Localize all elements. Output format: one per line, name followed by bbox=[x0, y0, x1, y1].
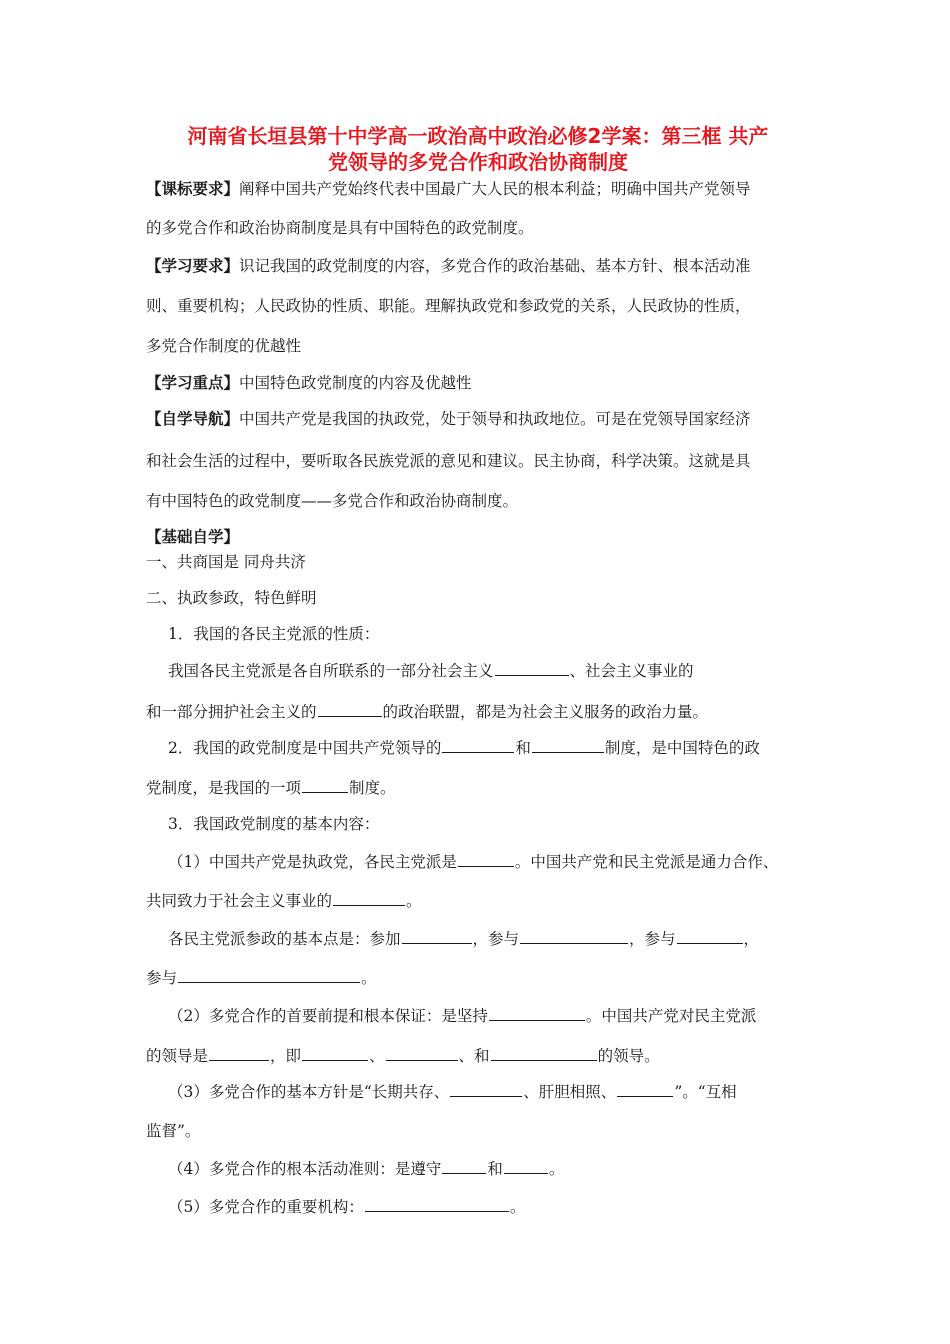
text-segment: 、和 bbox=[458, 1047, 490, 1065]
fill-blank[interactable] bbox=[677, 928, 743, 944]
document-title-line-1: 河南省长垣县第十中学高一政治高中政治必修2学案：第三框 共产 bbox=[187, 124, 769, 148]
daohang-text-2: 和社会生活的过程中，要听取各民族党派的意见和建议。民主协商，科学决策。这就是具 bbox=[146, 452, 751, 470]
text-segment: ， bbox=[743, 930, 760, 948]
fill-blank[interactable] bbox=[491, 1045, 597, 1061]
fill-blank[interactable] bbox=[450, 1081, 522, 1097]
question-2-line-a bbox=[168, 737, 760, 758]
fill-blank[interactable] bbox=[302, 777, 348, 793]
fill-blank[interactable] bbox=[209, 1045, 269, 1061]
text-segment: ”。“互相 bbox=[674, 1083, 737, 1101]
text-segment: 参与 bbox=[146, 969, 178, 987]
zhongdian-paragraph bbox=[146, 373, 472, 393]
section-1-heading: 一、共商国是 同舟共济 bbox=[146, 553, 306, 571]
daohang-paragraph bbox=[146, 409, 751, 429]
point-3-line-a bbox=[168, 1081, 737, 1102]
fill-blank[interactable] bbox=[495, 660, 569, 676]
document-title-line-2: 党领导的多党合作和政治协商制度 bbox=[328, 150, 628, 174]
question-2-line-b bbox=[146, 777, 396, 798]
daohang-text-1: 中国共产党是我国的执政党，处于领导和执政地位。可是在党领导国家经济 bbox=[239, 410, 751, 428]
point-1-line-d bbox=[146, 967, 377, 988]
xuexi-paragraph bbox=[146, 256, 751, 276]
fill-blank[interactable] bbox=[520, 928, 628, 944]
text-segment: 。 bbox=[548, 1160, 565, 1178]
text-segment: 各民主党派参政的基本点是：参加 bbox=[168, 930, 401, 948]
text-segment: 和 bbox=[487, 1160, 503, 1178]
text-segment: 党制度，是我国的一项 bbox=[146, 779, 302, 797]
text-segment: ，参与 bbox=[472, 930, 520, 948]
text-segment: 的领导。 bbox=[597, 1047, 660, 1065]
text-segment: 。 bbox=[361, 969, 377, 987]
text-segment: 的政治联盟，都是为社会主义服务的政治力量。 bbox=[382, 703, 709, 721]
text-segment: 。 bbox=[406, 892, 422, 910]
text-segment: 。中国共产党和民主党派是通力合作、 bbox=[514, 853, 779, 871]
fill-blank[interactable] bbox=[318, 701, 382, 717]
fill-blank[interactable] bbox=[458, 851, 514, 867]
fill-blank[interactable] bbox=[302, 1045, 368, 1061]
kebiao-paragraph bbox=[146, 179, 751, 199]
text-segment: 和一部分拥护社会主义的 bbox=[146, 703, 317, 721]
text-segment: 、 bbox=[369, 1047, 385, 1065]
text-segment: 制度。 bbox=[349, 779, 396, 797]
xuexi-text-3: 多党合作制度的优越性 bbox=[146, 337, 302, 355]
zhongdian-label: 【学习重点】 bbox=[146, 374, 240, 392]
point-4-line bbox=[168, 1158, 564, 1179]
section-2-heading: 二、执政参政，特色鲜明 bbox=[146, 589, 317, 607]
text-segment: 、社会主义事业的 bbox=[569, 662, 694, 680]
fill-blank[interactable] bbox=[532, 737, 604, 753]
text-segment: 制度，是中国特色的政 bbox=[604, 739, 760, 757]
text-segment: （2）多党合作的首要前提和根本保证：是坚持 bbox=[168, 1007, 488, 1025]
point-2-line-b bbox=[146, 1045, 660, 1066]
kebiao-label: 【课标要求】 bbox=[146, 180, 240, 198]
point-1-line-a bbox=[168, 851, 778, 872]
xuexi-text-1: 识记我国的政党制度的内容，多党合作的政治基础、基本方针、根本活动准 bbox=[239, 257, 751, 275]
zhongdian-text: 中国特色政党制度的内容及优越性 bbox=[239, 374, 472, 392]
fill-blank[interactable] bbox=[442, 1158, 486, 1174]
daohang-text-3: 有中国特色的政党制度——多党合作和政治协商制度。 bbox=[146, 492, 519, 510]
point-2-line-a bbox=[168, 1005, 756, 1026]
jichu-label: 【基础自学】 bbox=[146, 528, 240, 546]
text-segment: 。 bbox=[509, 1198, 526, 1216]
point-1-line-c bbox=[168, 928, 759, 949]
text-segment: 和 bbox=[515, 739, 531, 757]
fill-blank[interactable] bbox=[178, 967, 360, 983]
xuexi-text-2: 则、重要机构；人民政协的性质、职能。理解执政党和参政党的关系，人民政协的性质， bbox=[146, 297, 751, 315]
fill-blank[interactable] bbox=[386, 1045, 458, 1061]
text-segment: ，参与 bbox=[629, 930, 676, 948]
text-segment: （4）多党合作的根本活动准则：是遵守 bbox=[168, 1160, 442, 1178]
text-segment: 共同致力于社会主义事业的 bbox=[146, 892, 333, 910]
kebiao-text-1: 阐释中国共产党始终代表中国最广大人民的根本利益；明确中国共产党领导 bbox=[239, 180, 751, 198]
point-5-line bbox=[168, 1196, 525, 1217]
fill-blank[interactable] bbox=[504, 1158, 548, 1174]
text-segment: （5）多党合作的重要机构： bbox=[168, 1198, 364, 1216]
question-1-line-a bbox=[168, 660, 694, 681]
fill-blank[interactable] bbox=[489, 1005, 585, 1021]
question-3: 3．我国政党制度的基本内容： bbox=[168, 815, 380, 833]
fill-blank[interactable] bbox=[617, 1081, 673, 1097]
text-segment: 的领导是 bbox=[146, 1047, 209, 1065]
fill-blank[interactable] bbox=[402, 928, 472, 944]
text-segment: ，即 bbox=[270, 1047, 302, 1065]
xuexi-label: 【学习要求】 bbox=[146, 257, 240, 275]
point-1-line-b bbox=[146, 890, 422, 911]
text-segment: 我国各民主党派是各自所联系的一部分社会主义 bbox=[168, 662, 494, 680]
text-segment: 、肝胆相照、 bbox=[523, 1083, 617, 1101]
text-segment: 2．我国的政党制度是中国共产党领导的 bbox=[168, 739, 442, 757]
question-1-line-b bbox=[146, 701, 708, 722]
text-segment: （1）中国共产党是执政党，各民主党派是 bbox=[168, 853, 457, 871]
text-segment: 。中国共产党对民主党派 bbox=[585, 1007, 757, 1025]
kebiao-text-2: 的多党合作和政治协商制度是具有中国特色的政党制度。 bbox=[146, 219, 534, 237]
point-3-line-b: 监督”。 bbox=[146, 1122, 201, 1140]
fill-blank[interactable] bbox=[365, 1196, 509, 1212]
text-segment: （3）多党合作的基本方针是“长期共存、 bbox=[168, 1083, 450, 1101]
question-1: 1．我国的各民主党派的性质： bbox=[168, 625, 380, 643]
daohang-label: 【自学导航】 bbox=[146, 410, 240, 428]
fill-blank[interactable] bbox=[442, 737, 514, 753]
fill-blank[interactable] bbox=[333, 890, 405, 906]
